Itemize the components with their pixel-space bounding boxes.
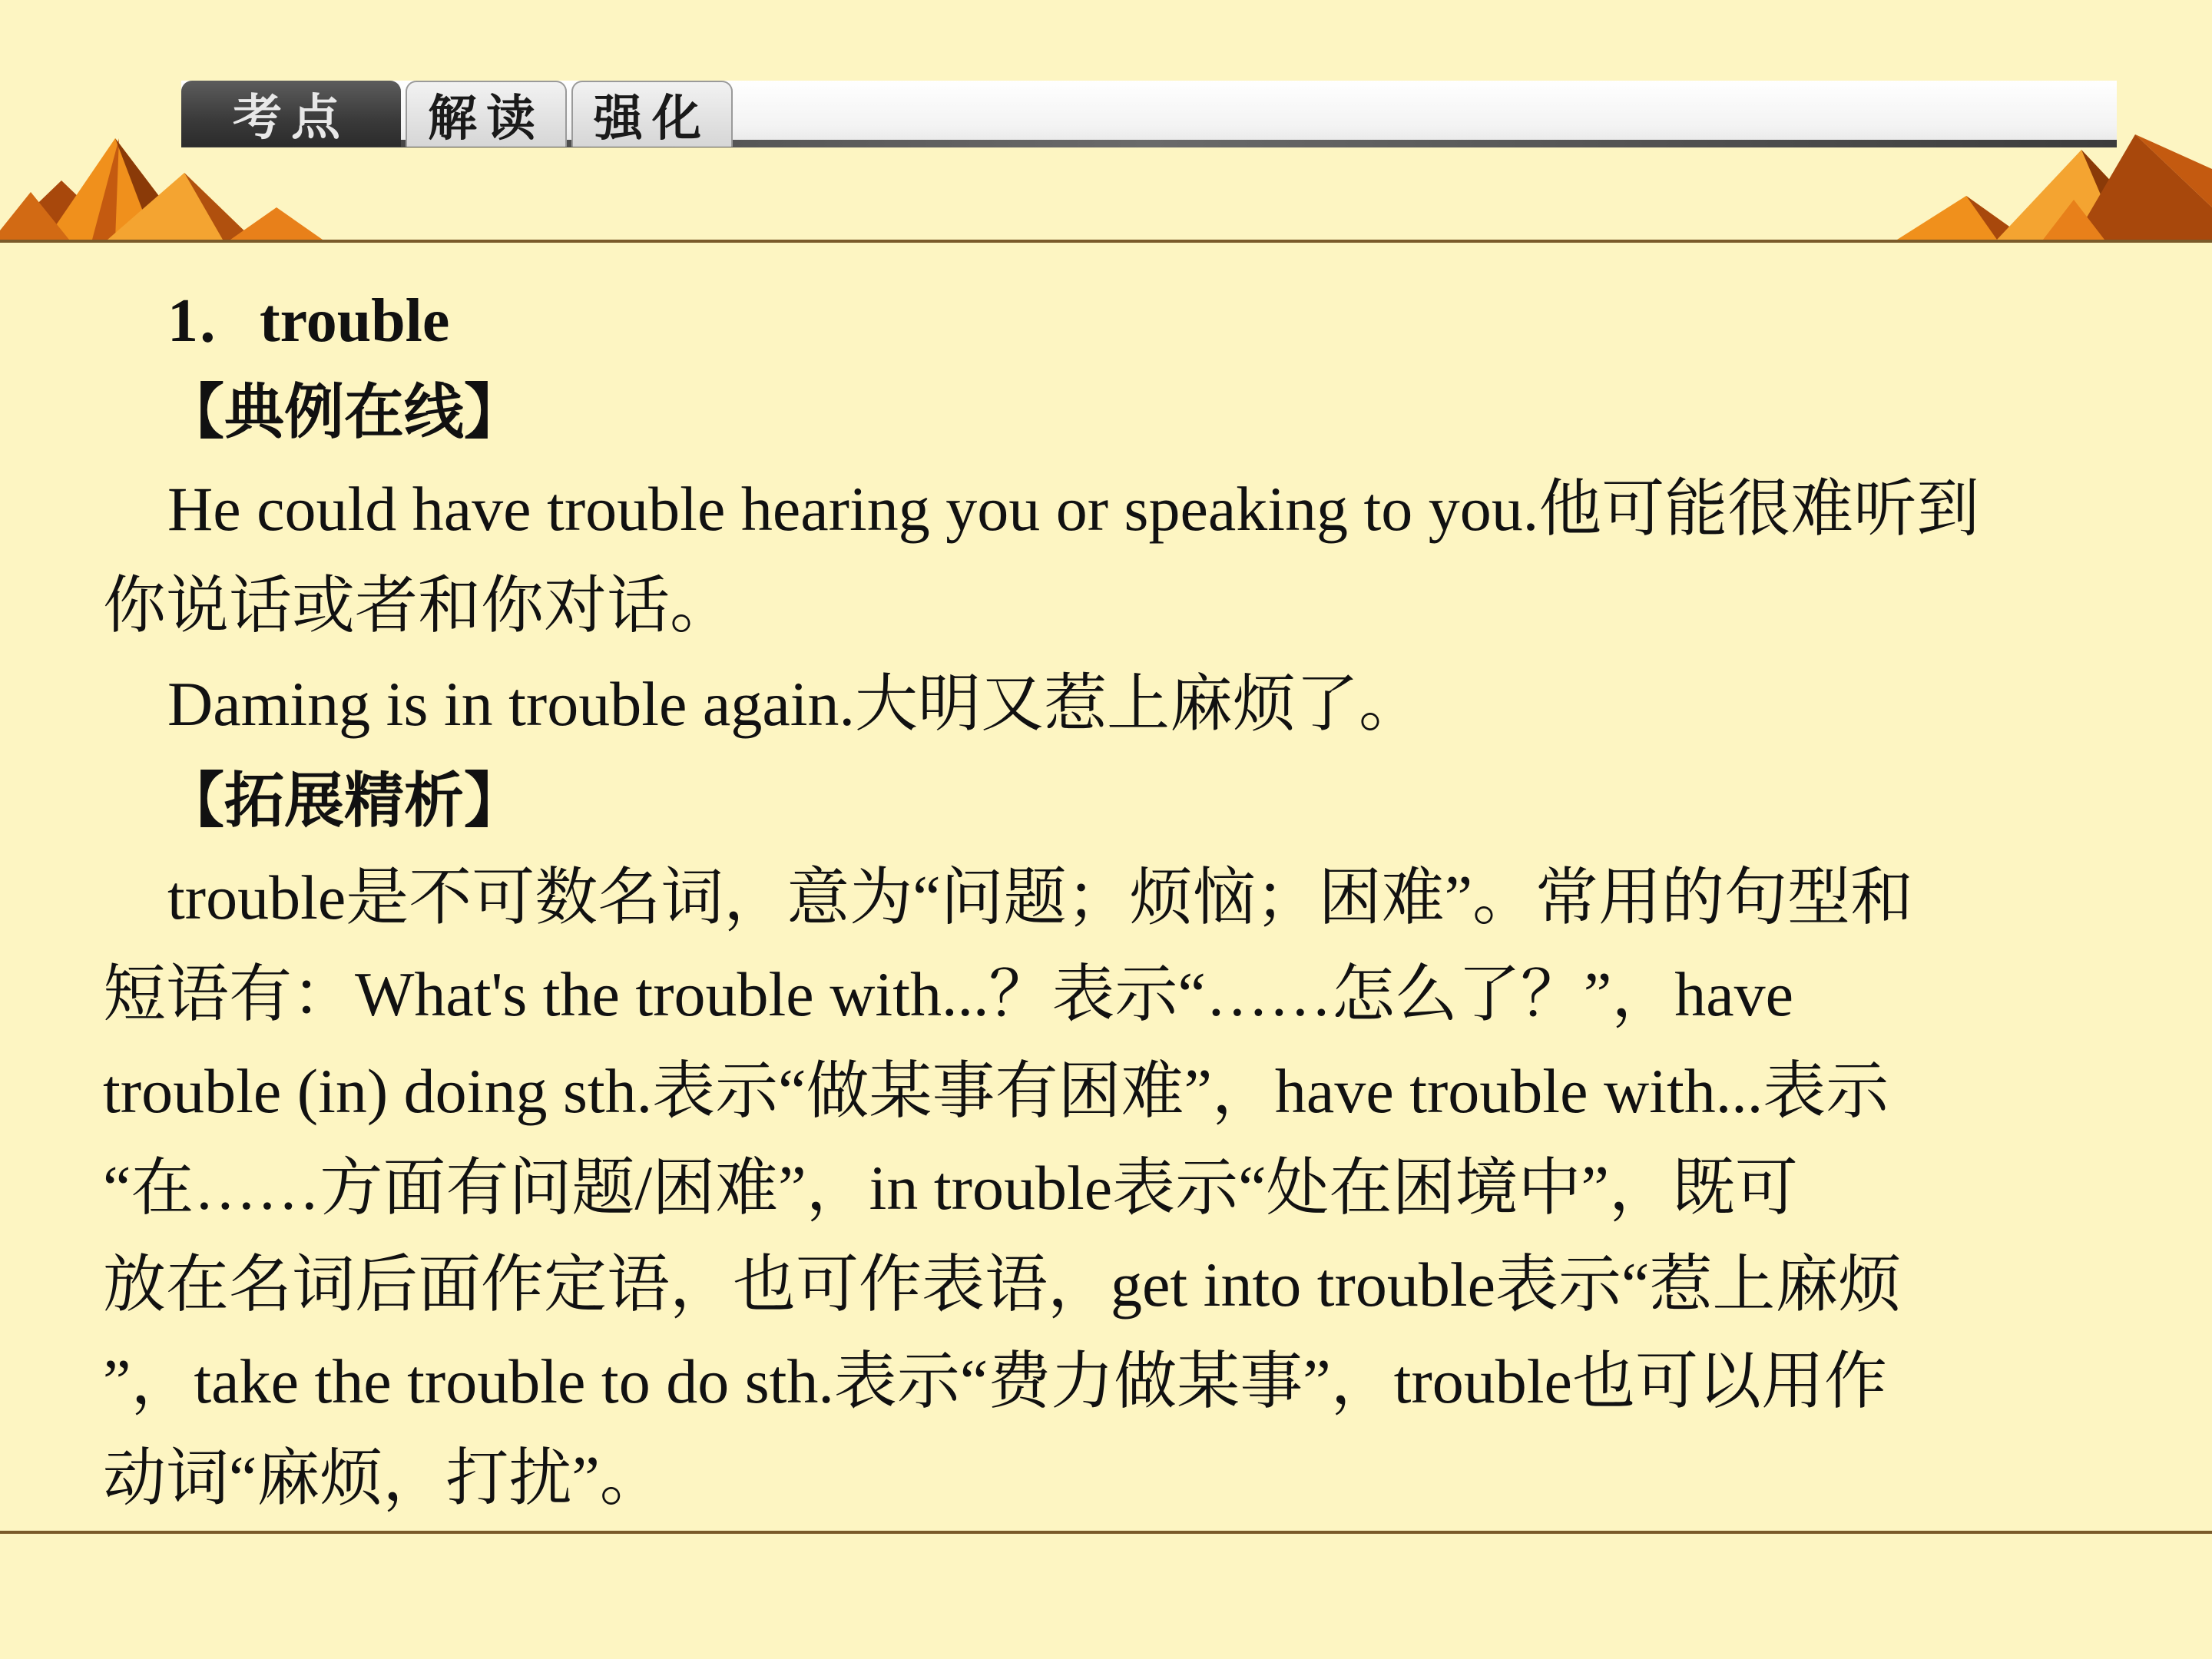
item-title: 1．trouble [167,287,450,355]
example-line: 你说话或者和你对话。 [103,571,733,641]
analysis-line: ”，take the trouble to do sth.表示“费力做某事”，trouble也可以用作 [103,1346,1887,1416]
example-line: He could have trouble hearing you or speaking to you.他可能很难听到 [167,474,1980,544]
header [0,0,2212,253]
analysis-line: trouble是不可数名词，意为“问题；烦恼；困难”。常用的句型和 [167,863,1914,932]
analysis-line: 动词“麻烦，打扰”。 [103,1443,663,1513]
main-content [103,278,2115,1527]
analysis-line: “在……方面有问题/困难”，in trouble表示“处在困境中”，既可 [103,1153,1798,1223]
analysis-line: 短语有：What's the trouble with...？表示“……怎么了？”，have [103,959,1794,1029]
analysis-heading: 【拓展精析】 [164,767,525,836]
footer-divider [0,1531,2212,1534]
header-divider [0,240,2212,243]
example-line: Daming is in trouble again.大明又惹上麻烦了。 [167,669,1422,739]
tab-qianghua[interactable]: 强化 [571,81,733,147]
analysis-line: 放在名词后面作定语，也可作表语，get into trouble表示“惹上麻烦 [103,1250,1902,1320]
analysis-line: trouble (in) doing sth.表示“做某事有困难”，have trouble with...表示 [103,1056,1889,1126]
tab-jiedu[interactable]: 解读 [406,81,567,147]
example-heading: 【典例在线】 [164,378,525,447]
section-tabs [181,81,737,147]
tab-kaodian[interactable]: 考点 [181,81,401,147]
